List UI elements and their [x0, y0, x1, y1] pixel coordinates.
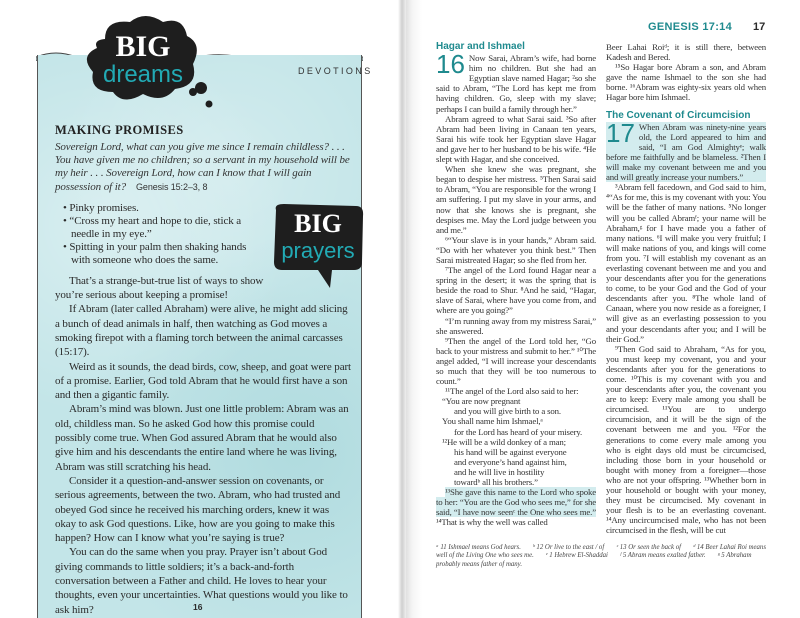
- page-number: 16: [193, 602, 203, 612]
- big-dreams-cloud-logo: [75, 14, 215, 109]
- badge-big: BIG: [115, 30, 171, 63]
- poetry-line: and you will give birth to a son.: [454, 406, 561, 417]
- verse-paragraph: Beer Lahai Roiᵈ; it is still there, between Kadesh and Bered.: [606, 42, 766, 63]
- body-paragraph: That’s a strange-but-true list of ways to show you’re serious about keeping a promise!: [55, 274, 264, 302]
- paragraphs: [606, 182, 766, 535]
- highlighted-verse: ¹³She gave this name to the Lord who spoke to her: “You are the God who sees me,” for she said, “I have now seenᶜ the One who sees me.”: [436, 487, 596, 518]
- poetry-line: towardᵇ all his brothers.”: [454, 477, 538, 488]
- badge-dreams: dreams: [102, 61, 184, 88]
- verse-paragraph: [436, 487, 596, 527]
- footnote: ᵃ 11 Ishmael means God hears.: [436, 543, 521, 551]
- verse-paragraph: Abram agreed to what Sarai said. ³So after Abram had been living in Canaan ten years, Sarai his wife took her Egyptian slave Hagar and gave her to her husband to be his wife. ⁴He slept with Hagar, and she conceived.: [436, 113, 596, 165]
- footnotes: [436, 544, 766, 570]
- section-label: DEVOTIONS: [298, 66, 373, 76]
- chapter-number: 16: [436, 49, 465, 80]
- verse-paragraph: When she knew she was pregnant, she began to despise her mistress. ⁵Then Sarai said to Abram, “You are responsible for the wrong I am suffering. I put my slave in your arms, and now that she knows she is pregnant, she despises me. May the Lord judge between you and me.”: [436, 164, 596, 235]
- paragraphs: [436, 114, 596, 397]
- section-heading: The Covenant of Circumcision: [606, 109, 751, 121]
- verse-text: ¹⁴That is why the well was called: [436, 517, 548, 528]
- text-column-1: [436, 42, 596, 528]
- scripture-text-area: [436, 42, 766, 569]
- poetry-block: [436, 396, 596, 487]
- footnote: ᵇ 12 Or live to the east / of: [532, 543, 605, 551]
- footnote: ᵈ 14 Beer Lahai Roi means well of the Living One who sees me.: [436, 543, 766, 560]
- poetry-line: and everyone’s hand against him,: [454, 456, 567, 467]
- body-paragraph: Weird as it sounds, the dead birds, cow, sheep, and goat were part of a promise. Earlier, God told Abram that he would first have a son and then a gigantic family.: [55, 360, 351, 402]
- devotion-body: [55, 274, 351, 617]
- poetry-line: You shall name him Ishmael,ᵃ: [442, 416, 543, 427]
- body-paragraph: Consider it a question-and-answer session on covenants, or serious agreements, between the two. Abram, who had trusted and obeyed God since he received his marching orders, knew it was okay to ask God questions. Like, how are you going to make this happen? How can I know what you’re saying is true?: [55, 474, 341, 545]
- devotion-box: [37, 55, 362, 618]
- prayers-word: prayers: [281, 237, 355, 263]
- verse-paragraph: ⁶“Your slave is in your hands,” Abram said. “Do with her whatever you think best.” Then Sarai mistreated Hagar; so she fled from her.: [436, 234, 596, 265]
- poetry-line: for the Lord has heard of your misery.: [454, 426, 583, 437]
- poetry-line: “You are now pregnant: [442, 396, 521, 407]
- verse-paragraph: ³Abram fell facedown, and God said to him, ⁴“As for me, this is my covenant with you: You will be the father of many nations. ⁵No longer will you be called Abramᶠ; your name will be Abraham,ᵍ for I have made you a father of many nations. ⁶I will make you very fruitful; I will make nations of you, and kings will come from you. ⁷I will establish my covenant as an everlasting covenant between me and you and your descendants after you for the generations to come, to be your God and the God of your descendants after you. ⁸The whole land of Canaan, where you now reside as a foreigner, I will give as an everlasting possession to you and your descendants after you; and I will be their God.”: [606, 182, 766, 344]
- text-columns: [436, 42, 766, 536]
- running-head: GENESIS 17:14: [648, 21, 732, 33]
- verse-paragraph: ⁹Then the angel of the Lord told her, “Go back to your mistress and submit to her.” ¹⁰The angel added, “I will increase your descendants so much that they will be too numerous to count.”: [436, 335, 596, 387]
- big-prayers-speech-bubble-logo: [270, 202, 365, 292]
- quote-text: Sovereign Lord, what can you give me since I remain childless? . . . You have given me no children; so a servant in my household will be my heir . . . Sovereign Lord, how can I know that I will gain possession of it?: [55, 141, 350, 193]
- poetry-line: ¹²He will be a wild donkey of a man;: [442, 436, 566, 447]
- verse-paragraph: ¹¹The angel of the Lord also said to her:: [445, 386, 579, 397]
- verse-paragraph: [436, 49, 596, 114]
- section-heading: Hagar and Ishmael: [436, 41, 525, 52]
- poetry-line: and he will live in hostility: [454, 466, 545, 477]
- chapter-number: 17: [606, 117, 635, 148]
- book-gutter: [398, 0, 406, 618]
- devotion-title: MAKING PROMISES: [55, 123, 184, 137]
- body-paragraph: You can do the same when you pray. Prayer isn’t about God giving commands to little soldiers; it’s a back-and-forth conversation between a Father and child. He loves to hear your thoughts, even your uncertainties. What questions would you like to ask him?: [55, 546, 348, 616]
- highlighted-verse: [606, 117, 766, 183]
- verse-paragraph: ⁷The angel of the Lord found Hagar near a spring in the desert; it was the spring that is beside the road to Shur. ⁸And he said, “Hagar, slave of Sarai, where have you come from, and where are you going?”: [436, 265, 596, 316]
- page-number: 17: [753, 21, 766, 33]
- footnote: ᵍ 5 Abraham probably means father of many.: [436, 552, 752, 568]
- bullet-item: • Spitting in your palm then shaking hands with someone who does the same.: [61, 241, 351, 267]
- footnote: ᶜ 13 Or seen the back of: [616, 543, 682, 551]
- bullet-item: • “Cross my heart and hope to die, stick a needle in my eye.”: [61, 215, 351, 241]
- scripture-quote: [55, 141, 351, 194]
- body-paragraph: If Abram (later called Abraham) were alive, he might add slicing a bunch of dead animals in half, then watching as God moves a smoking firepot with a flaming torch between the animal carcasses (15:17).: [55, 303, 348, 359]
- bullet-item: • Pinky promises.: [61, 202, 351, 215]
- prayers-big: BIG: [294, 208, 342, 238]
- quote-reference: Genesis 15:2–3, 8: [136, 181, 208, 192]
- footnote: ᶠ 5 Abram means exalted father.: [619, 552, 706, 560]
- poetry-line: his hand will be against everyone: [454, 446, 567, 457]
- verse-paragraph: ¹⁵So Hagar bore Abram a son, and Abram gave the name Ishmael to the son she had borne. ¹⁶Abram was eighty-six years old when Hagar bore him Ishmael.: [606, 62, 766, 103]
- text-column-2: [606, 42, 766, 536]
- verse-text: Now Sarai, Abram’s wife, had borne him no children. But she had an Egyptian slave named Hagar; ²so she said to Abram, “The Lord has kept me from having children. Go, sleep with my slave; perhaps I can build a family through her.”: [436, 53, 596, 114]
- verse-paragraph: “I’m running away from my mistress Sarai,” she answered.: [436, 315, 596, 336]
- verse-text: When Abram was ninety-nine years old, the Lord appeared to him and said, “I am God Almightyᵉ; walk before me faithfully and be blameless. ²Then I will make my covenant between me and you and will greatly increase your numbers.”: [606, 121, 766, 183]
- body-paragraph: Abram’s mind was blown. Just one little problem: Abram was an old, childless man. So he asked God how this promise could possibly come true. When God assured Abram that he would also give him and his descendants the entire land where he was living, Abram was still scratching his head.: [55, 403, 349, 473]
- verse-paragraph: ⁹Then God said to Abraham, “As for you, you must keep my covenant, you and your descendants after you for the generations to come. ¹⁰This is my covenant with you and your descendants after you, the covenant you are to keep: Every male among you shall be circumcised. ¹¹You are to undergo circumcision, and it will be the sign of the covenant between me and you. ¹²For the generations to come every male among you who is eight days old must be circumcised, including those born in your household or bought with money from a foreigner—those who are not your offspring. ¹³Whether born in your household or bought with your money, they must be circumcised. My covenant in your flesh is to be an everlasting covenant. ¹⁴Any uncircumcised male, who has not been circumcised in the flesh, will be cut: [606, 343, 766, 536]
- footnote: ᵉ 1 Hebrew El-Shaddai: [545, 552, 608, 560]
